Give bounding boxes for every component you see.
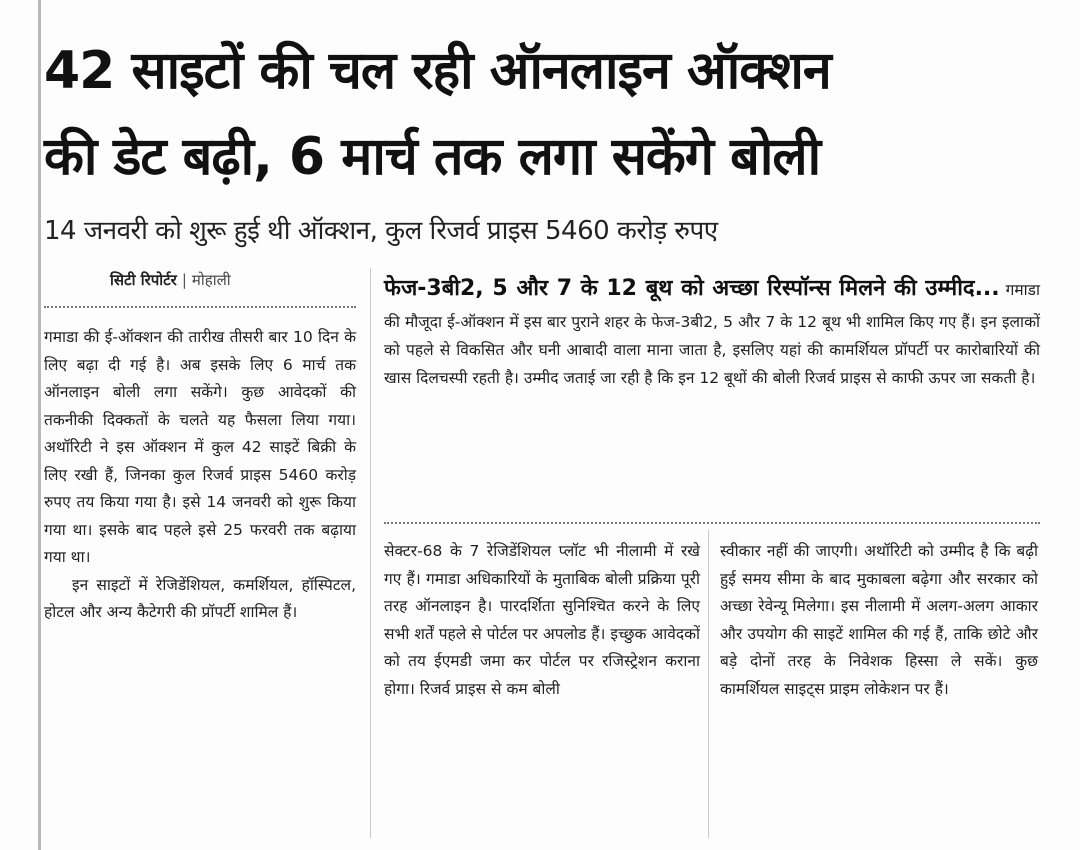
column-2-text: सेक्टर-68 के 7 रेजिडेंशियल प्लॉट भी नीलामी में रखे गए हैं। गमाडा अधिकारियों के मुताबिक बोली प्रक्रिया पूरी तरह ऑनलाइन है। पारदर्शिता सुनिश्चित करने के लिए सभी शर्तें पहले से पोर्टल पर अपलोड हैं। इच्छुक आवेदकों को तय ईएमडी जमा कर पोर्टल पर रजिस्ट्रेशन कराना होगा। रिजर्व प्राइस से कम बोली <box>384 542 700 698</box>
left-margin-rule <box>38 0 41 850</box>
side-story <box>384 270 1040 392</box>
byline-divider <box>44 306 356 308</box>
byline-separator: | <box>181 271 187 289</box>
column-divider-1 <box>370 268 371 838</box>
article-column-2 <box>384 538 700 703</box>
subheadline: 14 जनवरी को शुरू हुई थी ऑक्शन, कुल रिजर्व प्राइस 5460 करोड़ रुपए <box>44 216 718 246</box>
column-1-paragraph-2: इन साइटों में रेजिडेंशियल, कमर्शियल, हॉस्पिटल, होटल और अन्य कैटेगरी की प्रॉपर्टी शामिल हैं। <box>44 575 356 621</box>
headline-line-2: की डेट बढ़ी, 6 मार्च तक लगा सकेंगे बोली <box>44 127 821 187</box>
article-column-1 <box>44 324 356 627</box>
byline <box>110 268 231 292</box>
side-story-body: गमाडा की मौजूदा ई-ऑक्शन में इस बार पुराने शहर के फेज-3बी2, 5 और 7 के 12 बूथ भी शामिल किए गए हैं। इन इलाकों को पहले से विकसित और घनी आबादी वाला माना जाता है, इसलिए यहां की कामर्शियल प्रॉपर्टी पर कारोबारियों की खास दिलचस्पी रहती है। उम्मीद जताई जा रही है कि इन 12 बूथों की बोली रिजर्व प्राइस से काफी ऊपर जा सकती है। <box>384 281 1040 387</box>
side-story-heading: फेज-3बी2, 5 और 7 के 12 बूथ को अच्छा रिस्पॉन्स मिलने की उम्मीद... <box>384 276 1000 301</box>
column-divider-2 <box>708 530 709 838</box>
column-1-paragraph-1: गमाडा की ई-ऑक्शन की तारीख तीसरी बार 10 दिन के लिए बढ़ा दी गई है। अब इसके लिए 6 मार्च तक ऑनलाइन बोली लगा सकेंगे। कुछ आवेदकों की तकनीकी दिक्कतों के चलते यह फैसला लिया गया। अथॉरिटी ने इस ऑक्शन में कुल 42 साइटें बिक्री के लिए रखी हैं, जिनका कुल रिजर्व प्राइस 5460 करोड़ रुपए तय किया गया है। इसे 14 जनवरी को शुरू किया गया था। इसके बाद पहले इसे 25 फरवरी तक बढ़ाया गया था। <box>44 328 356 566</box>
article-column-3 <box>720 538 1038 703</box>
byline-reporter: सिटी रिपोर्टर <box>110 271 177 289</box>
headline-line-1: 42 साइटों की चल रही ऑनलाइन ऑक्शन <box>44 41 831 101</box>
side-story-divider <box>384 522 1040 524</box>
column-3-text: स्वीकार नहीं की जाएगी। अथॉरिटी को उम्मीद है कि बढ़ी हुई समय सीमा के बाद मुकाबला बढ़ेगा और सरकार को अच्छा रेवेन्यू मिलेगा। इस नीलामी में अलग-अलग आकार और उपयोग की साइटें शामिल की गई हैं, ताकि छोटे और बड़े दोनों तरह के निवेशक हिस्सा ले सकें। कुछ कामर्शियल साइट्स प्राइम लोकेशन पर हैं। <box>720 542 1038 698</box>
byline-place: मोहाली <box>191 271 231 289</box>
headline <box>44 28 1044 200</box>
